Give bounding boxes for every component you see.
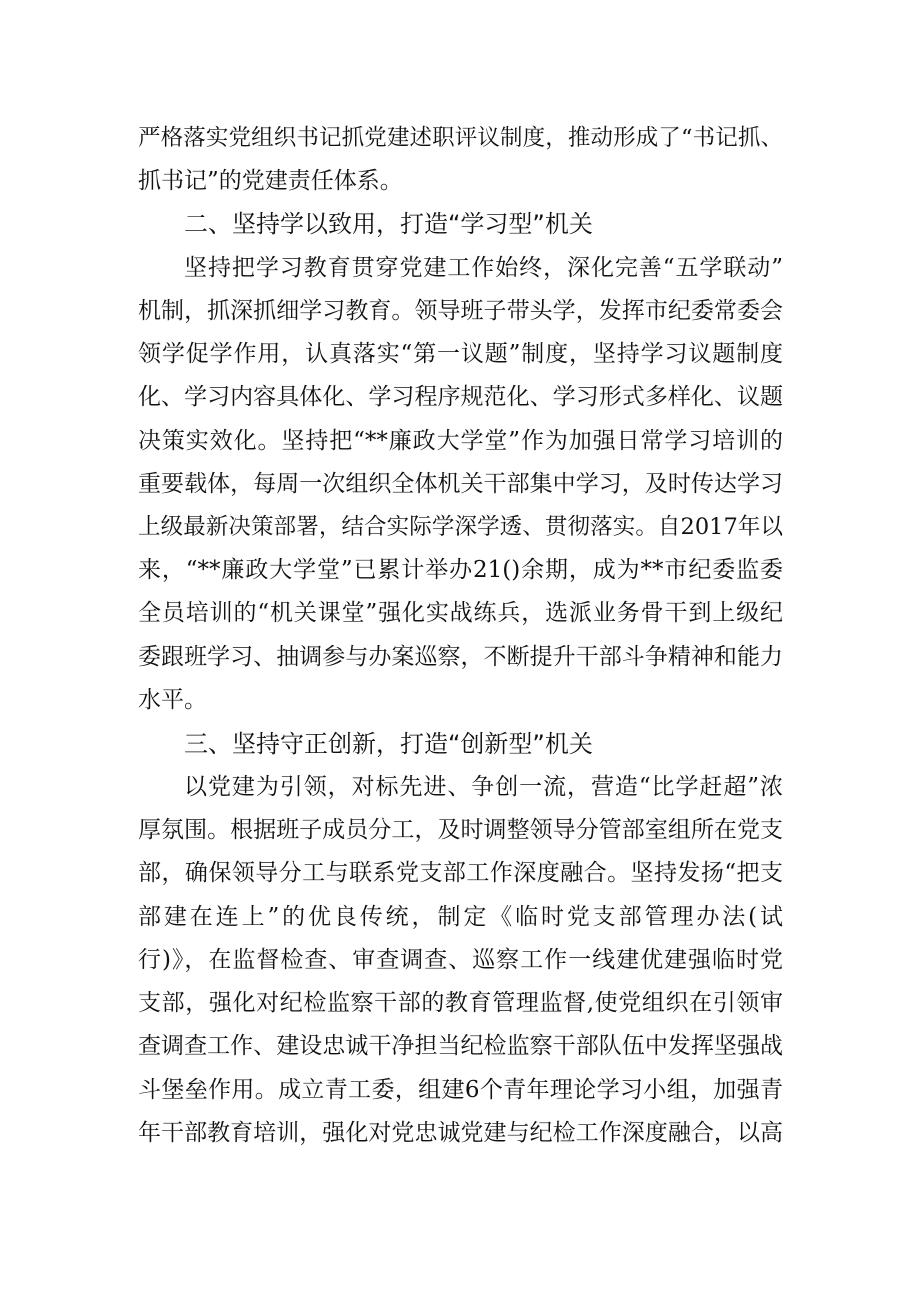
paragraph-line: 部建在连上”的优良传统，制定《临时党支部管理办法(试 xyxy=(138,904,783,930)
paragraph-line: 抓书记”的党建责任体系。 xyxy=(138,168,403,194)
section-heading-2: 二、坚持学以致用，打造“学习型”机关 xyxy=(184,210,593,238)
paragraph-line: 水平。 xyxy=(138,687,207,713)
paragraph-line: 全员培训的“机关课堂”强化实战练兵，选派业务骨干到上级纪 xyxy=(138,600,783,626)
paragraph-line: 厚氛围。根据班子成员分工，及时调整领导分管部室组所在党支 xyxy=(138,817,783,843)
paragraph-line: 上级最新决策部署，结合实际学深学透、贯彻落实。自2017年以 xyxy=(138,514,783,540)
paragraph-line: 查调查工作、建设忠诚干净担当纪检监察干部队伍中发挥坚强战 xyxy=(138,1033,783,1059)
paragraph-line: 部，确保领导分工与联系党支部工作深度融合。坚持发扬“把支 xyxy=(138,860,783,886)
paragraph-line: 决策实效化。坚持把“**廉政大学堂”作为加强日常学习培训的 xyxy=(138,428,783,454)
paragraph-line: 行)》，在监督检查、审查调查、巡察工作一线建优建强临时党 xyxy=(138,947,783,973)
paragraph-line: 领学促学作用，认真落实“第一议题”制度，坚持学习议题制度 xyxy=(138,341,783,367)
paragraph-line: 严格落实党组织书记抓党建述职评议制度，推动形成了“书记抓、 xyxy=(138,125,783,151)
paragraph-line: 以党建为引领，对标先进、争创一流，营造“比学赶超”浓 xyxy=(184,774,783,800)
paragraph-line: 年干部教育培训，强化对党忠诚党建与纪检工作深度融合，以高 xyxy=(138,1120,783,1146)
paragraph-line: 支部，强化对纪检监察干部的教育管理监督,使党组织在引领审 xyxy=(138,990,783,1016)
section-heading-3: 三、坚持守正创新，打造“创新型”机关 xyxy=(184,730,593,758)
paragraph-line: 重要载体，每周一次组织全体机关干部集中学习，及时传达学习 xyxy=(138,471,783,497)
paragraph-line: 化、学习内容具体化、学习程序规范化、学习形式多样化、议题 xyxy=(138,384,783,410)
paragraph-line: 斗堡垒作用。成立青工委，组建6个青年理论学习小组，加强青 xyxy=(138,1077,783,1103)
paragraph-line: 来，“**廉政大学堂”已累计举办21()余期，成为**市纪委监委 xyxy=(138,557,783,583)
paragraph-line: 坚持把学习教育贯穿党建工作始终，深化完善“五学联动” xyxy=(184,255,783,281)
paragraph-line: 委跟班学习、抽调参与办案巡察，不断提升干部斗争精神和能力 xyxy=(138,644,783,670)
paragraph-line: 机制，抓深抓细学习教育。领导班子带头学，发挥市纪委常委会 xyxy=(138,298,783,324)
